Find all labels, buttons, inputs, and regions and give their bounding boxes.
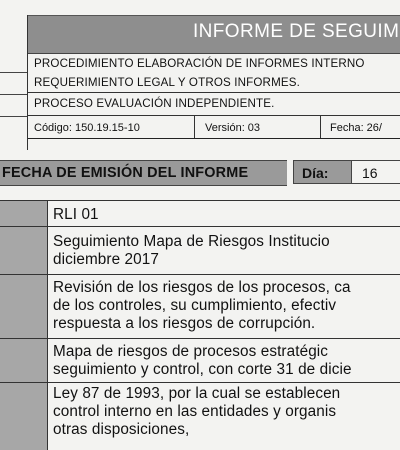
emission-date-label-cell: [0, 160, 287, 186]
emission-date-label: FECHA DE EMISIÓN DEL INFORME: [2, 165, 249, 181]
table-row: [53, 233, 400, 269]
report-title-banner: [28, 15, 400, 54]
table-row: [53, 279, 400, 332]
emission-date-row: [0, 160, 400, 184]
document-meta-row: [28, 116, 400, 139]
day-label: Día:: [302, 165, 329, 181]
row-text: otras disposiciones,: [53, 420, 190, 438]
document-version: Versión: 03: [205, 122, 261, 134]
left-fragment-line: [0, 116, 27, 117]
row-text: Mapa de riesgos de procesos estratégic: [53, 343, 329, 360]
table-row: [53, 343, 400, 379]
document-code: Código: 150.19.15-10: [34, 122, 140, 134]
row-text: Ley 87 de 1993, por la cual se establecen: [53, 385, 341, 402]
document-date: Fecha: 26/: [330, 122, 382, 134]
row-divider: [0, 226, 400, 227]
day-label-cell: [293, 160, 352, 184]
meta-divider: [320, 116, 321, 138]
row-text: control interno en las entidades y organis: [53, 402, 337, 420]
row-text: Seguimiento Mapa de Riesgos Institucio: [53, 233, 330, 250]
procedure-line-2: REQUERIMIENTO LEGAL Y OTROS INFORMES.: [34, 76, 301, 89]
procedure-line-1: PROCEDIMIENTO ELABORACIÓN DE INFORMES INTERNO: [34, 57, 365, 70]
table-row: [53, 385, 400, 438]
process-cell: [28, 93, 400, 116]
row-text: Revisión de los riesgos de los procesos, ca: [53, 279, 351, 296]
process-text: PROCESO EVALUACIÓN INDEPENDIENTE.: [34, 97, 275, 110]
row-divider: [0, 274, 400, 275]
procedure-cell: [28, 52, 400, 93]
row-text: RLI 01: [53, 206, 99, 223]
table-row: [53, 206, 400, 224]
row-text: seguimiento y control, con corte 31 de dicie: [53, 360, 352, 378]
day-value: 16: [362, 165, 378, 181]
row-text: diciembre 2017: [53, 250, 159, 268]
report-title: INFORME DE SEGUIM: [193, 21, 400, 42]
row-text: respuesta a los riesgos de corrupción.: [53, 314, 316, 332]
row-divider: [0, 382, 400, 383]
day-value-cell: [352, 160, 400, 184]
table-top-border: [0, 200, 400, 201]
row-text: de los controles, su cumplimiento, efectiv: [53, 296, 337, 314]
meta-divider: [194, 116, 195, 138]
left-fragment-line: [0, 94, 27, 95]
label-column: [0, 201, 48, 450]
left-fragment-line: [0, 72, 27, 73]
row-divider: [0, 338, 400, 339]
